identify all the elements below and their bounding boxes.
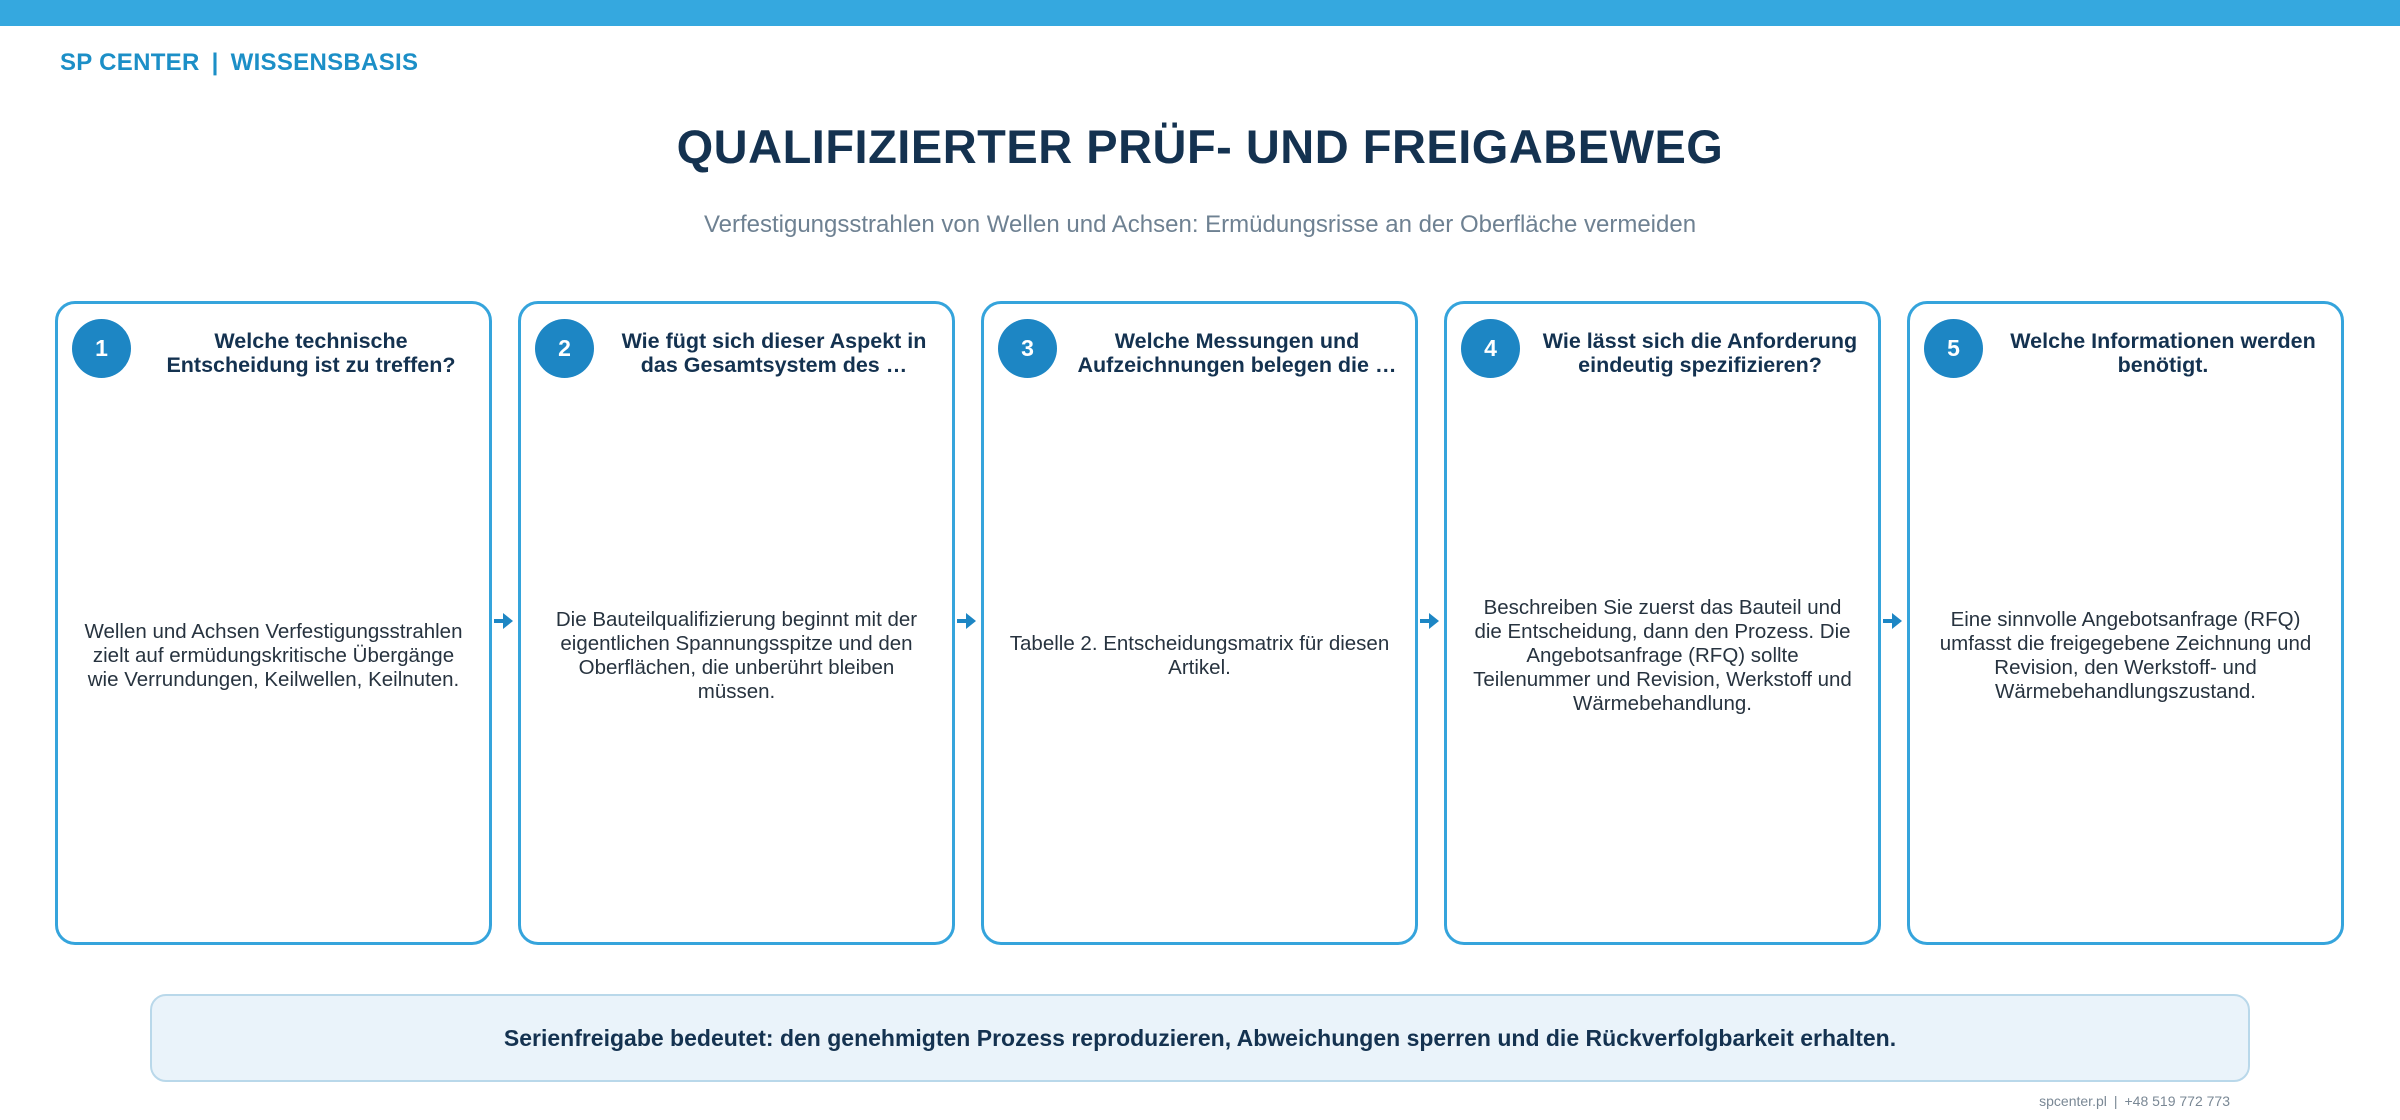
step-title: Welche Messungen und Aufzeichnungen belegen die … bbox=[1077, 329, 1397, 377]
step-number-badge: 3 bbox=[998, 319, 1057, 378]
arrow-right-icon bbox=[1883, 611, 1903, 631]
summary-text: Serienfreigabe bedeutet: den genehmigten Prozess reproduzieren, Abweichungen sperren und die Rückverfolgbarkeit erhalten. bbox=[503, 1024, 1897, 1051]
step-number-badge: 2 bbox=[535, 319, 594, 378]
step-number-badge: 1 bbox=[72, 319, 131, 378]
footer-separator: | bbox=[2113, 1093, 2118, 1109]
brand-section: WISSENSBASIS bbox=[230, 49, 419, 76]
step-number-badge: 4 bbox=[1461, 319, 1520, 378]
top-accent-bar bbox=[0, 0, 2400, 26]
step-card-3 bbox=[981, 301, 1418, 945]
page-title: QUALIFIZIERTER PRÜF- UND FREIGABEWEG bbox=[676, 120, 1724, 173]
brand-separator: | bbox=[211, 49, 219, 76]
step-description: Eine sinnvolle Angebotsanfrage (RFQ) umfasst die freigegebene Zeichnung und Revision, den Werkstoff- und Wärmebehandlungszustand. bbox=[1939, 607, 2312, 703]
step-card-5 bbox=[1907, 301, 2344, 945]
brand-name: SP CENTER bbox=[60, 49, 200, 76]
step-header bbox=[535, 319, 938, 379]
step-title: Welche technische Entscheidung ist zu treffen? bbox=[166, 329, 456, 377]
step-description: Die Bauteilqualifizierung beginnt mit der eigentlichen Spannungsspitze und den Oberflächen, die unberührt bleiben müssen. bbox=[555, 607, 918, 703]
step-header bbox=[1461, 319, 1864, 379]
arrow-right-icon bbox=[957, 611, 977, 631]
step-description: Wellen und Achsen Verfestigungsstrahlen zielt auf ermüdungskritische Übergänge wie Verrundungen, Keilwellen, Keilnuten. bbox=[84, 619, 463, 691]
step-title: Welche Informationen werden benötigt. bbox=[2010, 329, 2316, 377]
step-title: Wie lässt sich die Anforderung eindeutig spezifizieren? bbox=[1542, 329, 1858, 377]
arrow-right-icon bbox=[1420, 611, 1440, 631]
step-title: Wie fügt sich dieser Aspekt in das Gesamtsystem des … bbox=[621, 329, 927, 377]
footer-phone[interactable]: +48 519 772 773 bbox=[2124, 1093, 2230, 1109]
footer-website[interactable]: spcenter.pl bbox=[2039, 1093, 2107, 1109]
step-description: Beschreiben Sie zuerst das Bauteil und die Entscheidung, dann den Prozess. Die Angebotsanfrage (RFQ) sollte Teilenummer und Revision, Werkstoff und Wärmebehandlung. bbox=[1473, 595, 1852, 715]
page-subtitle: Verfestigungsstrahlen von Wellen und Achsen: Ermüdungsrisse an der Oberfläche vermeiden bbox=[703, 211, 1697, 238]
arrow-right-icon bbox=[494, 611, 514, 631]
summary-banner bbox=[150, 994, 2250, 1082]
step-description: Tabelle 2. Entscheidungsmatrix für diesen Artikel. bbox=[1009, 631, 1390, 679]
process-steps bbox=[55, 301, 2345, 945]
step-card-1 bbox=[55, 301, 492, 945]
footer-contact bbox=[2039, 1093, 2230, 1109]
step-card-2 bbox=[518, 301, 955, 945]
step-header bbox=[1924, 319, 2327, 379]
brand-header bbox=[60, 49, 418, 77]
step-header bbox=[72, 319, 475, 379]
step-header bbox=[998, 319, 1401, 379]
step-card-4 bbox=[1444, 301, 1881, 945]
step-number-badge: 5 bbox=[1924, 319, 1983, 378]
